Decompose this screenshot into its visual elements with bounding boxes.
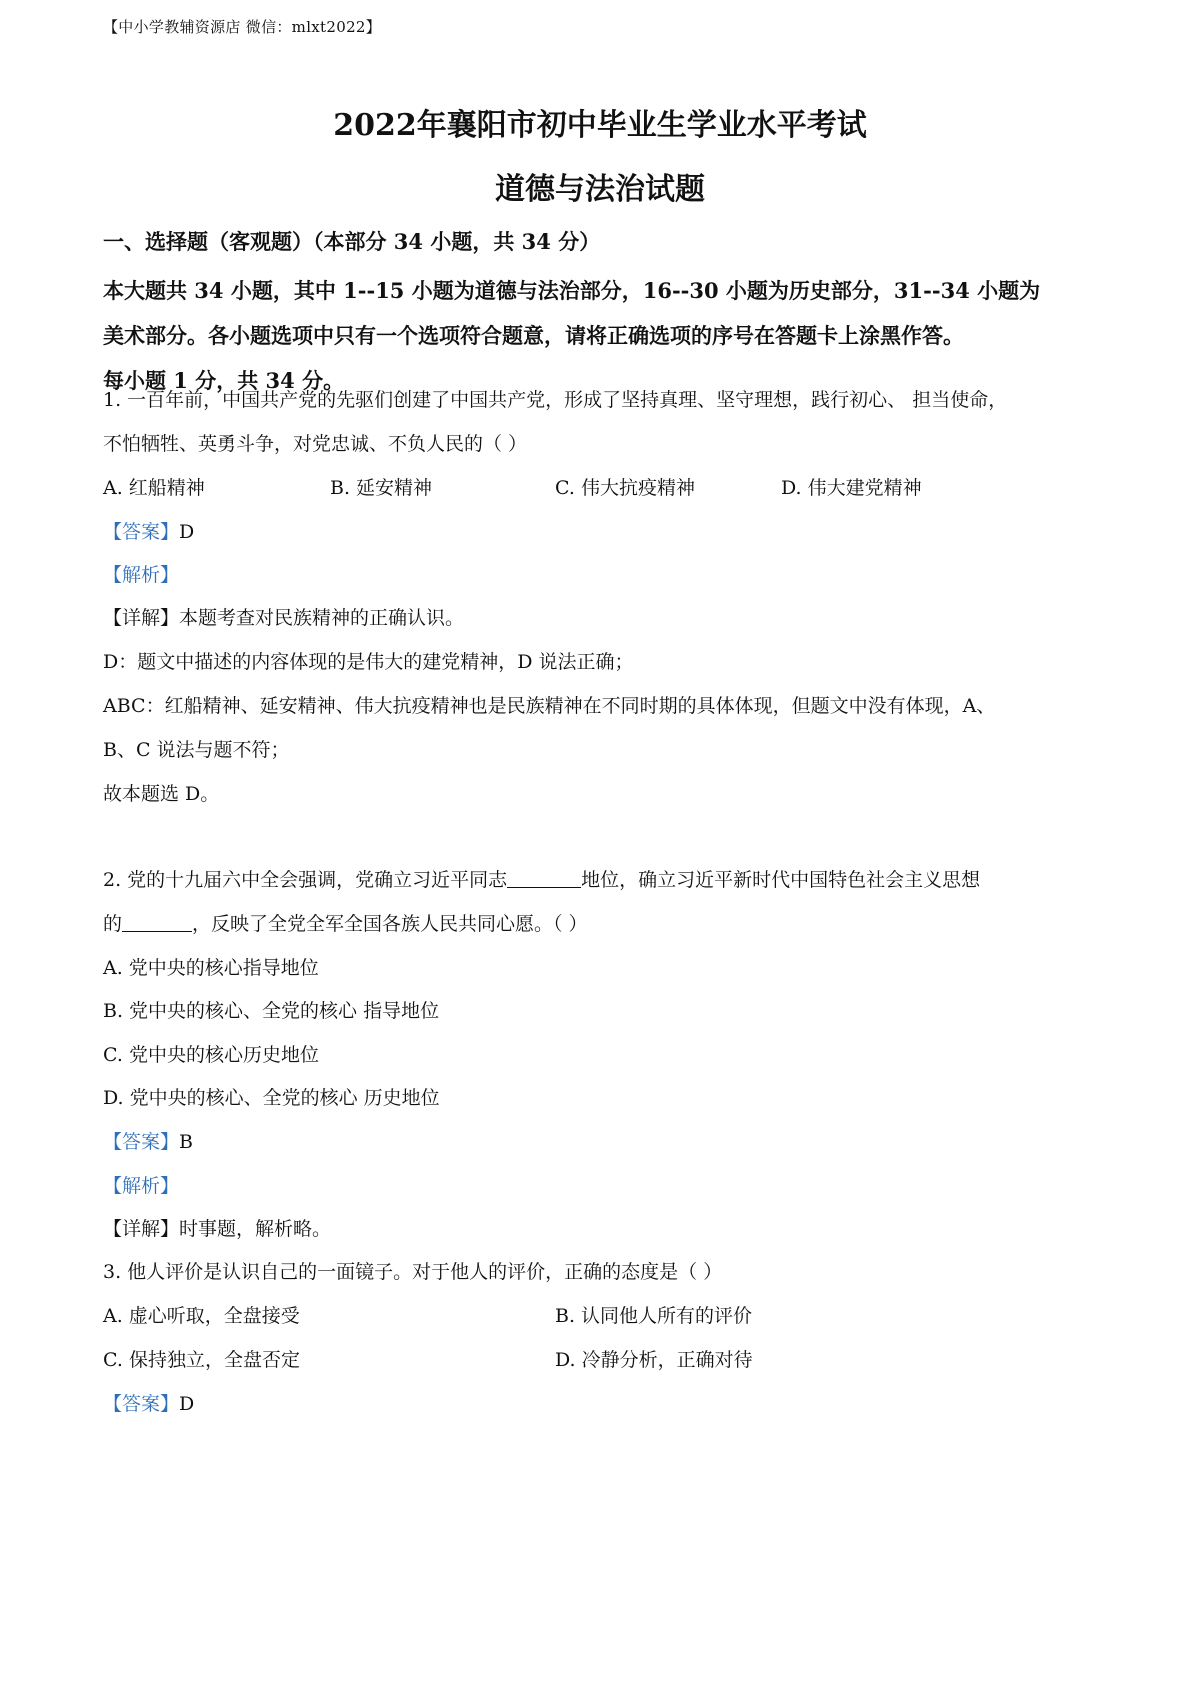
instruction-line: 美术部分。各小题选项中只有一个选项符合题意，请将正确选项的序号在答题卡上涂黑作答。 <box>103 323 964 348</box>
header-note: 【中小学教辅资源店 微信：mlxt2022】 <box>103 18 382 36</box>
fill-blank <box>122 913 192 932</box>
question-3-option-c: C. 保持独立，全盘否定 <box>103 1349 300 1371</box>
question-3-stem: 3. 他人评价是认识自己的一面镜子。对于他人的评价，正确的态度是（ ） <box>103 1261 723 1283</box>
question-1-detail-line: B、C 说法与题不符； <box>103 739 290 761</box>
question-1-detail-line: 故本题选 D。 <box>103 783 220 805</box>
question-3-option-a: A. 虚心听取，全盘接受 <box>103 1305 300 1327</box>
detail-text: 本题考查对民族精神的正确认识。 <box>179 607 465 629</box>
section-heading: 一、选择题（客观题）（本部分 34 小题，共 34 分） <box>103 229 601 254</box>
question-1-answer <box>103 517 194 544</box>
answer-value: B <box>179 1131 193 1153</box>
question-2-stem-line <box>103 865 980 892</box>
instruction-line: 每小题 1 分，共 34 分。 <box>103 368 345 393</box>
question-2-option-b: B. 党中央的核心、全党的核心 指导地位 <box>103 1000 440 1022</box>
instructions <box>103 268 1113 403</box>
question-1-stem-line: 不怕牺牲、英勇斗争，对党忠诚、不负人民的（ ） <box>103 433 528 455</box>
question-3-option-d: D. 冷静分析，正确对待 <box>555 1349 753 1371</box>
answer-label: 【答案】 <box>103 521 180 543</box>
analysis-label: 【解析】 <box>103 564 180 586</box>
question-3-option-b: B. 认同他人所有的评价 <box>555 1305 753 1327</box>
question-1-option-c: C. 伟大抗疫精神 <box>555 477 695 499</box>
question-1-option-b: B. 延安精神 <box>330 477 433 499</box>
question-3-answer <box>103 1389 194 1416</box>
detail-label: 【详解】 <box>103 1218 180 1240</box>
stem-part: 2. 党的十九届六中全会强调，党确立习近平同志 <box>103 869 508 891</box>
fill-blank <box>507 869 581 888</box>
question-2-option-d: D. 党中央的核心、全党的核心 历史地位 <box>103 1087 440 1109</box>
answer-label: 【答案】 <box>103 1131 180 1153</box>
question-1-detail-line <box>103 603 464 630</box>
detail-text: 时事题，解析略。 <box>179 1218 332 1240</box>
question-2-option-c: C. 党中央的核心历史地位 <box>103 1044 319 1066</box>
analysis-label: 【解析】 <box>103 1175 180 1197</box>
answer-value: D <box>179 1393 195 1415</box>
question-1-detail-line: ABC：红船精神、延安精神、伟大抗疫精神也是民族精神在不同时期的具体体现，但题文中没有体现，A、 <box>103 695 996 717</box>
question-2-option-a: A. 党中央的核心指导地位 <box>103 957 319 979</box>
question-2-answer <box>103 1127 193 1154</box>
stem-part: ，反映了全党全军全国各族人民共同心愿。（ ） <box>192 913 588 935</box>
answer-label: 【答案】 <box>103 1393 180 1415</box>
detail-label: 【详解】 <box>103 607 180 629</box>
question-1-stem-line: 1. 一百年前，中国共产党的先驱们创建了中国共产党，形成了坚持真理、坚守理想，践行初心、 担当使命， <box>103 389 1008 411</box>
question-1-detail-line: D：题文中描述的内容体现的是伟大的建党精神，D 说法正确； <box>103 651 634 673</box>
instruction-line: 本大题共 34 小题，其中 1--15 小题为道德与法治部分，16--30 小题为历史部分，31--34 小题为 <box>103 278 1041 303</box>
stem-part: 地位，确立习近平新时代中国特色社会主义思想 <box>581 869 981 891</box>
page-subtitle: 道德与法治试题 <box>495 172 705 207</box>
question-1-option-a: A. 红船精神 <box>103 477 205 499</box>
question-2-detail-line <box>103 1214 331 1241</box>
question-2-analysis <box>103 1171 179 1198</box>
question-1-option-d: D. 伟大建党精神 <box>781 477 922 499</box>
page-title: 2022年襄阳市初中毕业生学业水平考试 <box>333 108 867 143</box>
stem-part: 的 <box>103 913 123 935</box>
question-1-analysis <box>103 560 179 587</box>
answer-value: D <box>179 521 195 543</box>
question-2-stem-line <box>103 909 588 936</box>
